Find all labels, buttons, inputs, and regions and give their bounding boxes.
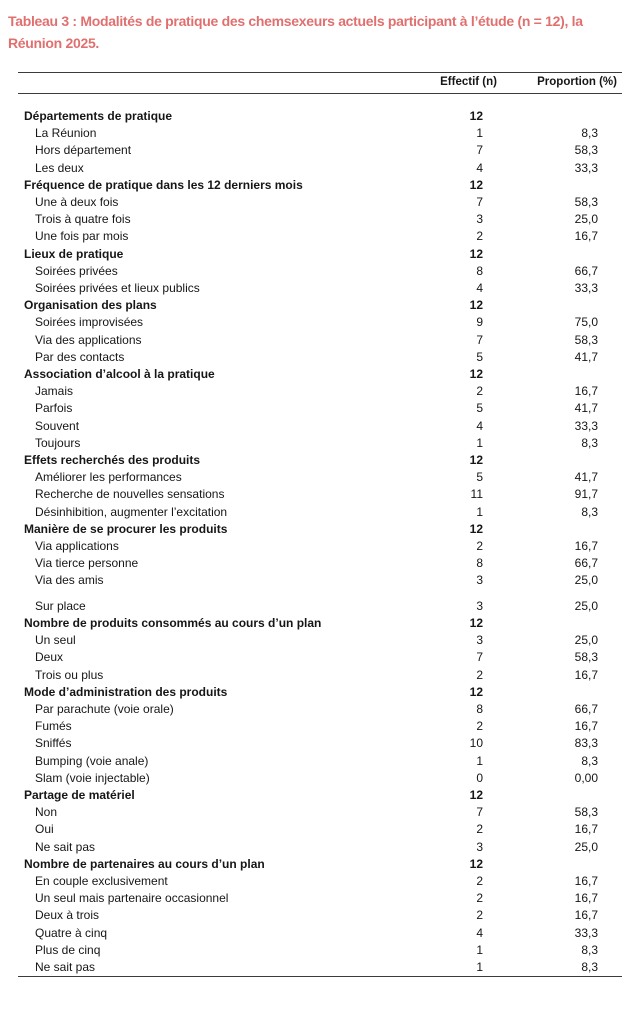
item-label: Toujours	[35, 435, 81, 450]
item-proportion: 16,7	[574, 229, 598, 244]
table-header	[18, 73, 622, 94]
section-label: Fréquence de pratique dans les 12 derniers mois	[24, 177, 303, 192]
item-label: Via des applications	[35, 332, 142, 347]
item-row	[18, 925, 622, 942]
item-proportion: 41,7	[574, 470, 598, 485]
item-proportion: 83,3	[574, 736, 598, 751]
item-proportion: 58,3	[574, 143, 598, 158]
item-label: Plus de cinq	[35, 942, 101, 957]
item-effectif: 2	[476, 719, 483, 734]
item-label: Un seul mais partenaire occasionnel	[35, 891, 229, 906]
item-row	[18, 804, 622, 821]
section-proportion	[502, 452, 622, 469]
section-row	[18, 246, 622, 263]
section-effectif: 12	[469, 367, 483, 382]
item-label: Soirées privées et lieux publics	[35, 281, 200, 296]
section-row	[18, 615, 622, 632]
item-row	[18, 572, 622, 589]
item-proportion: 33,3	[574, 281, 598, 296]
section-effectif: 12	[469, 856, 483, 871]
item-label: Soirées privées	[35, 263, 118, 278]
item-effectif: 7	[476, 195, 483, 210]
item-label: Deux à trois	[35, 908, 100, 923]
item-row	[18, 211, 622, 228]
section-row	[18, 452, 622, 469]
item-effectif: 7	[476, 143, 483, 158]
item-label: Un seul	[35, 633, 76, 648]
item-effectif: 0	[476, 770, 483, 785]
section-effectif: 12	[469, 177, 483, 192]
item-proportion: 25,0	[574, 573, 598, 588]
section-label: Départements de pratique	[24, 109, 173, 123]
item-label: Via applications	[35, 539, 119, 554]
item-row	[18, 667, 622, 684]
section-row	[18, 177, 622, 194]
table-lead-spacer-cell	[18, 94, 622, 109]
item-effectif: 2	[476, 891, 483, 906]
item-proportion: 8,3	[581, 942, 598, 957]
item-label: Recherche de nouvelles sensations	[35, 487, 225, 502]
item-effectif: 7	[476, 805, 483, 820]
item-label: Hors département	[35, 143, 132, 158]
item-proportion: 33,3	[574, 160, 598, 175]
item-proportion: 16,7	[574, 891, 598, 906]
item-effectif: 7	[476, 650, 483, 665]
item-effectif: 3	[476, 633, 483, 648]
section-label: Manière de se procurer les produits	[24, 521, 228, 536]
section-effectif: 12	[469, 615, 483, 630]
section-effectif: 12	[469, 787, 483, 802]
item-effectif: 2	[476, 908, 483, 923]
item-label: Slam (voie injectable)	[35, 770, 150, 785]
item-proportion: 33,3	[574, 925, 598, 940]
item-effectif: 5	[476, 401, 483, 416]
item-proportion: 16,7	[574, 539, 598, 554]
item-effectif: 5	[476, 349, 483, 364]
item-row	[18, 770, 622, 787]
item-label: Trois ou plus	[35, 667, 104, 682]
item-row	[18, 125, 622, 142]
item-effectif: 8	[476, 263, 483, 278]
section-row	[18, 684, 622, 701]
item-proportion: 41,7	[574, 349, 598, 364]
item-proportion: 25,0	[574, 212, 598, 227]
item-row	[18, 400, 622, 417]
item-proportion: 25,0	[574, 839, 598, 854]
item-label: Par parachute (voie orale)	[35, 701, 174, 716]
item-label: Bumping (voie anale)	[35, 753, 149, 768]
item-proportion: 8,3	[581, 435, 598, 450]
item-proportion: 58,3	[574, 195, 598, 210]
item-effectif: 4	[476, 418, 483, 433]
item-proportion: 33,3	[574, 418, 598, 433]
item-row	[18, 538, 622, 555]
item-effectif: 8	[476, 701, 483, 716]
item-effectif: 2	[476, 384, 483, 399]
item-row	[18, 598, 622, 615]
item-row	[18, 718, 622, 735]
item-row	[18, 701, 622, 718]
section-proportion	[502, 366, 622, 383]
item-proportion: 8,3	[581, 959, 598, 974]
item-row	[18, 142, 622, 159]
section-proportion	[502, 108, 622, 125]
item-label: Deux	[35, 650, 64, 665]
item-proportion: 16,7	[574, 667, 598, 682]
item-label: Sur place	[35, 598, 86, 613]
item-effectif: 2	[476, 229, 483, 244]
section-label: Organisation des plans	[24, 298, 157, 313]
section-row	[18, 856, 622, 873]
item-effectif: 3	[476, 573, 483, 588]
table-gap-spacer	[18, 590, 622, 598]
item-row	[18, 907, 622, 924]
item-row	[18, 228, 622, 245]
item-label: Ne sait pas	[35, 839, 96, 854]
item-effectif: 2	[476, 873, 483, 888]
item-proportion: 66,7	[574, 263, 598, 278]
item-row	[18, 418, 622, 435]
item-proportion: 41,7	[574, 401, 598, 416]
item-row	[18, 469, 622, 486]
item-effectif: 2	[476, 822, 483, 837]
section-proportion	[502, 521, 622, 538]
item-effectif: 1	[476, 942, 483, 957]
section-proportion	[502, 615, 622, 632]
item-effectif: 1	[476, 753, 483, 768]
item-effectif: 4	[476, 925, 483, 940]
item-row	[18, 735, 622, 752]
item-effectif: 3	[476, 598, 483, 613]
item-label: Jamais	[35, 384, 74, 399]
item-proportion: 58,3	[574, 332, 598, 347]
section-proportion	[502, 177, 622, 194]
item-effectif: 8	[476, 556, 483, 571]
item-row	[18, 632, 622, 649]
item-label: Souvent	[35, 418, 80, 433]
section-effectif: 12	[469, 246, 483, 261]
item-row	[18, 435, 622, 452]
item-label: Non	[35, 805, 58, 820]
item-row	[18, 349, 622, 366]
item-label: Quatre à cinq	[35, 925, 108, 940]
item-effectif: 10	[469, 736, 483, 751]
section-proportion	[502, 856, 622, 873]
item-row	[18, 890, 622, 907]
table-lead-spacer	[18, 94, 622, 109]
section-label: Mode d’administration des produits	[24, 684, 228, 699]
section-row	[18, 787, 622, 804]
item-effectif: 1	[476, 504, 483, 519]
section-effectif: 12	[469, 684, 483, 699]
section-label: Partage de matériel	[24, 787, 135, 802]
item-label: Via tierce personne	[35, 556, 139, 571]
item-proportion: 8,3	[581, 126, 598, 141]
item-proportion: 25,0	[574, 598, 598, 613]
item-label: Sniffés	[35, 736, 72, 751]
section-effectif: 12	[469, 109, 483, 123]
item-proportion: 58,3	[574, 650, 598, 665]
item-proportion: 8,3	[581, 753, 598, 768]
item-effectif: 4	[476, 281, 483, 296]
item-label: En couple exclusivement	[35, 873, 168, 888]
item-effectif: 5	[476, 470, 483, 485]
item-label: Les deux	[35, 160, 84, 175]
item-effectif: 11	[470, 487, 483, 502]
section-effectif: 12	[469, 521, 483, 536]
item-proportion: 0,00	[574, 770, 598, 785]
section-proportion	[502, 684, 622, 701]
section-row	[18, 108, 622, 125]
item-row	[18, 555, 622, 572]
item-proportion: 8,3	[581, 504, 598, 519]
item-effectif: 3	[476, 212, 483, 227]
item-label: Améliorer les performances	[35, 470, 182, 485]
item-row	[18, 504, 622, 521]
section-effectif: 12	[469, 453, 483, 468]
item-effectif: 4	[476, 160, 483, 175]
item-proportion: 66,7	[574, 556, 598, 571]
item-label: Via des amis	[35, 573, 104, 588]
item-row	[18, 753, 622, 770]
section-label: Nombre de partenaires au cours d’un plan	[24, 856, 265, 871]
section-row	[18, 521, 622, 538]
item-row	[18, 486, 622, 503]
item-label: Désinhibition, augmenter l’excitation	[35, 504, 228, 519]
section-label: Lieux de pratique	[24, 246, 124, 261]
item-proportion: 75,0	[574, 315, 598, 330]
item-label: Une fois par mois	[35, 229, 129, 244]
header-row	[18, 73, 622, 94]
item-row	[18, 873, 622, 890]
item-label: Oui	[35, 822, 54, 837]
item-label: Par des contacts	[35, 349, 125, 364]
item-row	[18, 263, 622, 280]
item-row	[18, 839, 622, 856]
section-effectif: 12	[469, 298, 483, 313]
item-proportion: 16,7	[574, 908, 598, 923]
table-body	[18, 94, 622, 977]
item-row	[18, 280, 622, 297]
item-effectif: 9	[476, 315, 483, 330]
section-label: Nombre de produits consommés au cours d’un plan	[24, 615, 322, 630]
item-row	[18, 383, 622, 400]
item-proportion: 25,0	[574, 633, 598, 648]
item-effectif: 2	[476, 667, 483, 682]
table-gap-spacer-cell	[18, 590, 622, 598]
col-header-proportion: Proportion (%)	[502, 73, 622, 94]
section-proportion	[502, 246, 622, 263]
item-label: Une à deux fois	[35, 195, 119, 210]
col-header-label	[18, 73, 434, 94]
section-proportion	[502, 297, 622, 314]
item-row	[18, 332, 622, 349]
item-proportion: 58,3	[574, 805, 598, 820]
section-label: Association d’alcool à la pratique	[24, 367, 215, 382]
item-label: Trois à quatre fois	[35, 212, 131, 227]
table-caption: Tableau 3 : Modalités de pratique des chemsexeurs actuels participant à l’étude (n = 12), la Réunion 2025.	[8, 13, 583, 51]
item-proportion: 91,7	[574, 487, 598, 502]
item-label: Parfois	[35, 401, 73, 416]
item-effectif: 2	[476, 539, 483, 554]
stats-table	[18, 72, 622, 977]
item-label: Fumés	[35, 719, 72, 734]
item-proportion: 16,7	[574, 873, 598, 888]
item-effectif: 1	[476, 959, 483, 974]
col-header-effectif: Effectif (n)	[434, 73, 502, 94]
item-row	[18, 821, 622, 838]
item-proportion: 16,7	[574, 384, 598, 399]
item-proportion: 66,7	[574, 701, 598, 716]
item-label: La Réunion	[35, 126, 97, 141]
item-effectif: 3	[476, 839, 483, 854]
item-row	[18, 194, 622, 211]
item-label: Soirées improvisées	[35, 315, 144, 330]
section-proportion	[502, 787, 622, 804]
item-row	[18, 160, 622, 177]
item-proportion: 16,7	[574, 822, 598, 837]
item-row	[18, 959, 622, 977]
item-effectif: 7	[476, 332, 483, 347]
section-label: Effets recherchés des produits	[24, 453, 201, 468]
item-row	[18, 942, 622, 959]
section-row	[18, 297, 622, 314]
section-row	[18, 366, 622, 383]
item-row	[18, 314, 622, 331]
item-effectif: 1	[476, 435, 483, 450]
item-effectif: 1	[476, 126, 483, 141]
item-proportion: 16,7	[574, 719, 598, 734]
item-row	[18, 649, 622, 666]
item-label: Ne sait pas	[35, 959, 96, 974]
